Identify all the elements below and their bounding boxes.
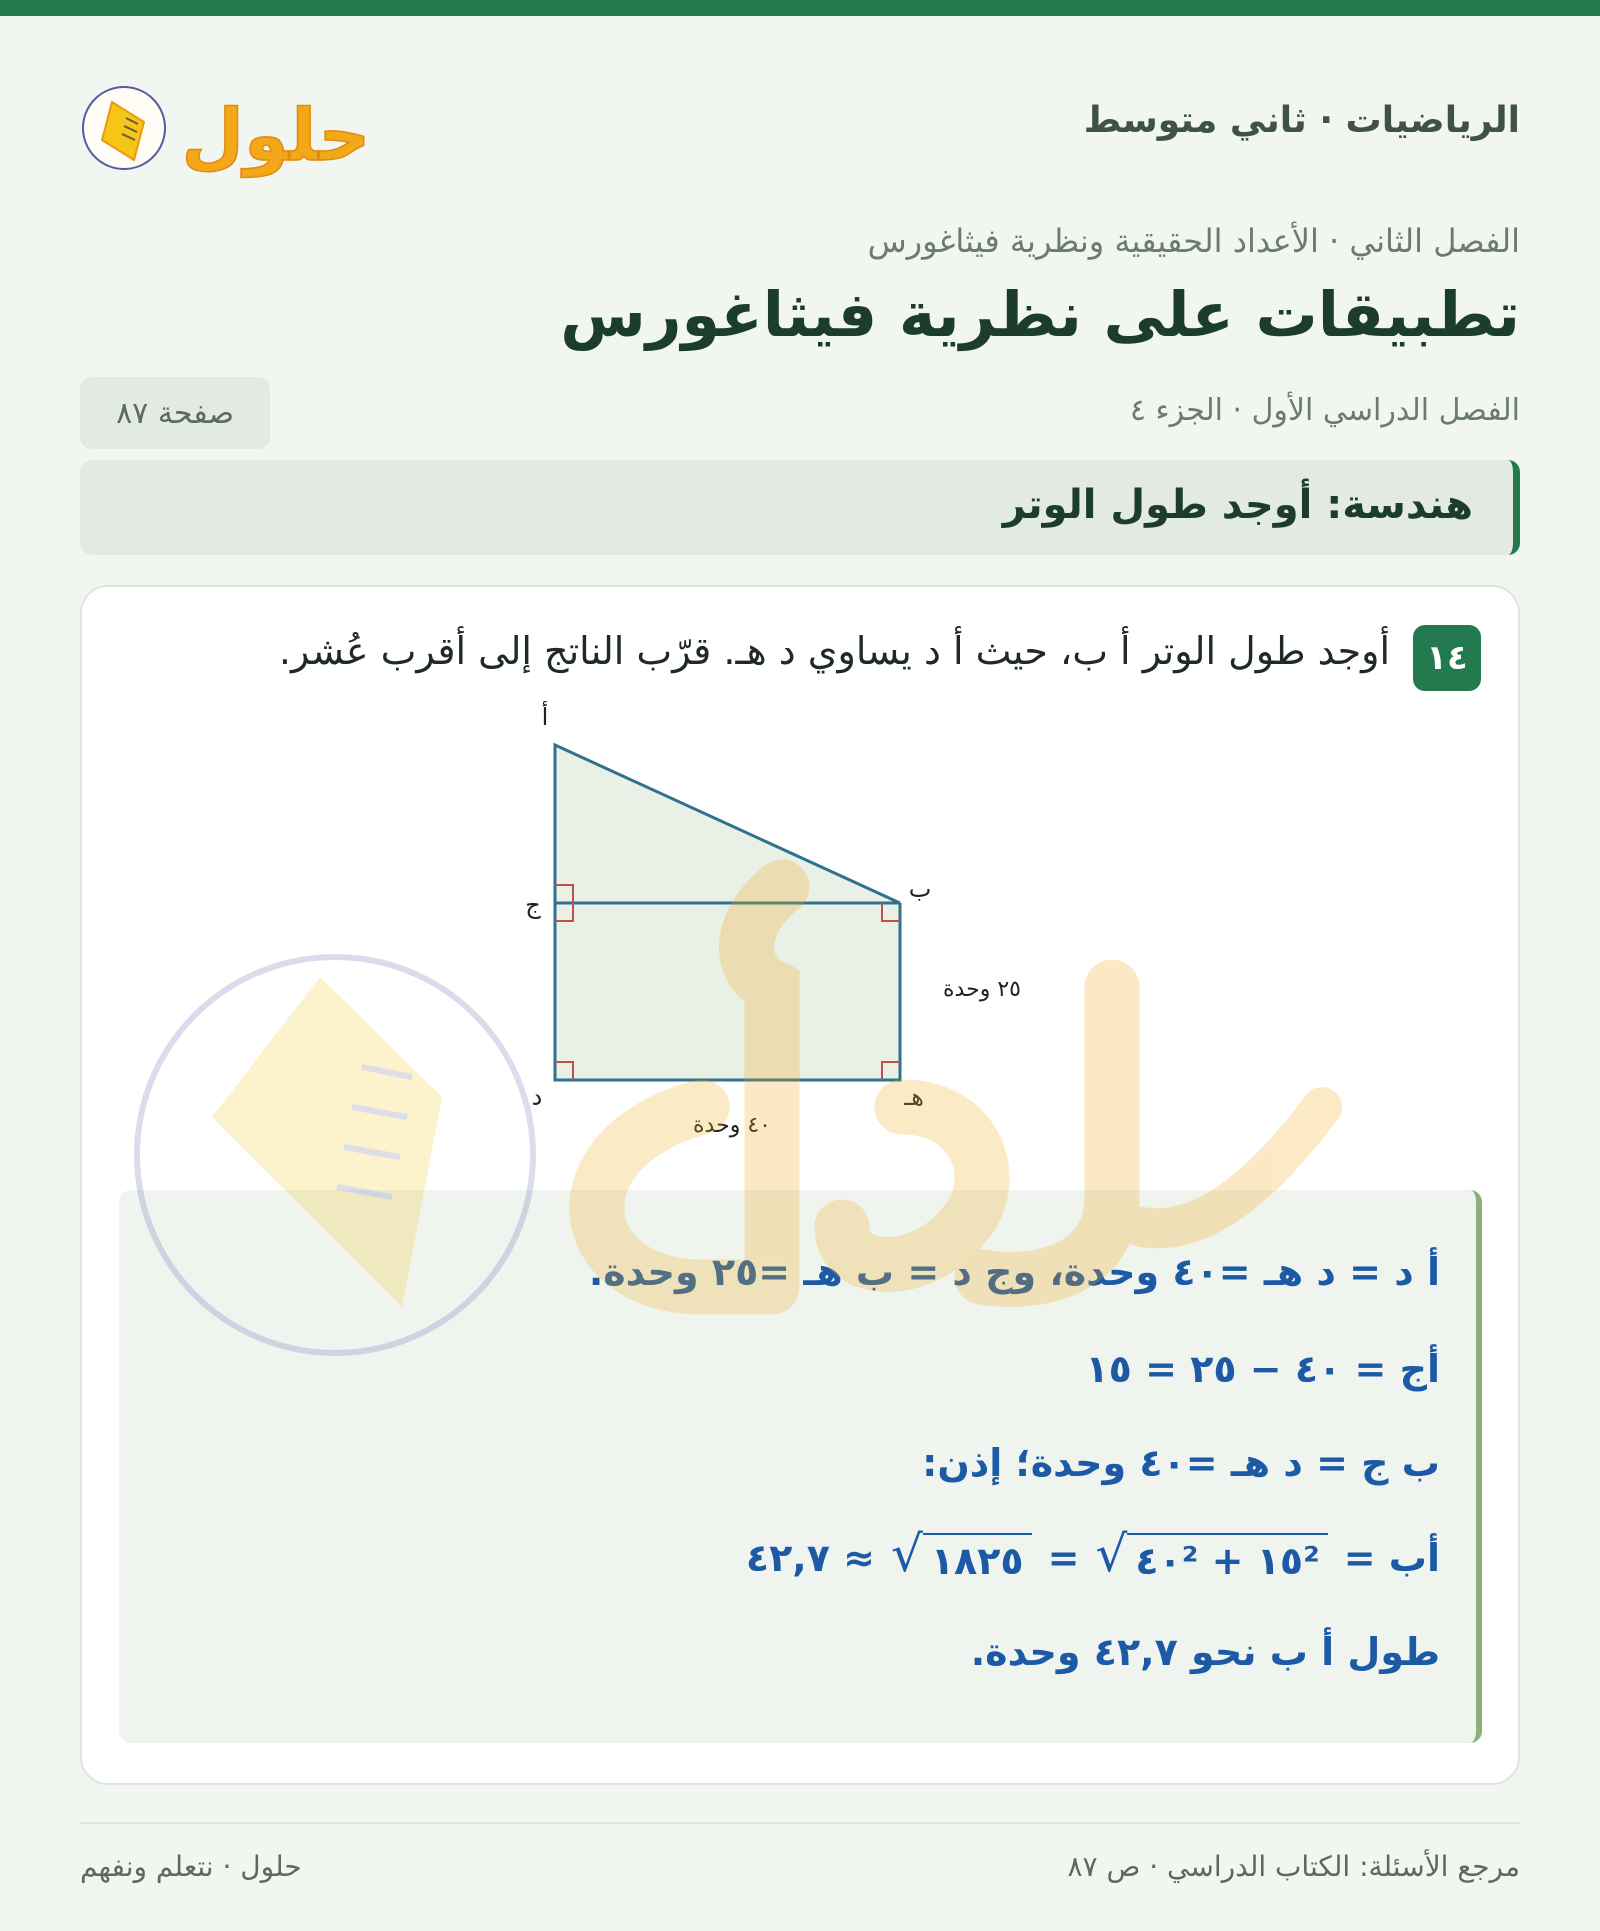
equals-sign: = bbox=[1047, 1536, 1080, 1580]
approx-result: ≈ ٤٢,٧ bbox=[745, 1536, 875, 1580]
solution-line-2: أج = ٤٠ − ٢٥ = ١٥ bbox=[1085, 1347, 1440, 1391]
radical-sign-icon: √ bbox=[890, 1525, 923, 1583]
lesson-title: تطبيقات على نظرية فيثاغورس bbox=[560, 278, 1520, 351]
hulul-logo bbox=[80, 60, 380, 190]
question-card bbox=[80, 585, 1520, 1785]
subject-title: الرياضيات · ثاني متوسط bbox=[1083, 100, 1520, 141]
solution-line-4 bbox=[745, 1525, 1440, 1583]
label-d: د bbox=[531, 1083, 543, 1111]
section-title: هندسة: أوجد طول الوتر bbox=[1002, 482, 1473, 528]
solution-box bbox=[119, 1190, 1482, 1743]
label-b: ب bbox=[908, 875, 932, 903]
square-root-2 bbox=[890, 1525, 1032, 1583]
label-side-right: ٢٥ وحدة bbox=[943, 977, 1021, 1002]
footer-divider bbox=[80, 1822, 1520, 1824]
equation-lhs: أب = bbox=[1343, 1536, 1440, 1580]
question-text: أوجد طول الوتر أ ب، حيث أ د يساوي د هـ. قرّب الناتج إلى أقرب عُشر. bbox=[278, 629, 1390, 673]
trapezoid-fill bbox=[555, 745, 900, 1080]
solution-line-3: ب ج = د هـ =٤٠ وحدة؛ إذن: bbox=[922, 1441, 1440, 1485]
radical-sign-icon: √ bbox=[1095, 1525, 1128, 1583]
radicand-1: ١٥² + ٤٠² bbox=[1127, 1533, 1327, 1583]
chapter-line: الفصل الثاني · الأعداد الحقيقية ونظرية فيثاغورس bbox=[867, 222, 1520, 260]
label-h: هـ bbox=[904, 1083, 924, 1111]
square-root-1 bbox=[1095, 1525, 1327, 1583]
label-j: ج bbox=[525, 891, 541, 919]
radicand-2: ١٨٢٥ bbox=[923, 1533, 1032, 1583]
footer-reference: مرجع الأسئلة: الكتاب الدراسي · ص ٨٧ bbox=[1067, 1850, 1520, 1883]
solution-line-5: طول أ ب نحو ٤٢,٧ وحدة. bbox=[970, 1630, 1440, 1674]
logo-text: حلول bbox=[181, 93, 371, 177]
question-number-badge: ١٤ bbox=[1413, 625, 1481, 691]
label-side-bottom: ٤٠ وحدة bbox=[693, 1113, 771, 1138]
page-header bbox=[80, 60, 1520, 190]
label-a: أ bbox=[541, 703, 549, 731]
semester-line: الفصل الدراسي الأول · الجزء ٤ bbox=[1129, 393, 1520, 428]
section-header bbox=[80, 460, 1520, 555]
solution-line-1: أ د = د هـ =٤٠ وحدة، وج د = ب هـ =٢٥ وحدة. bbox=[588, 1250, 1440, 1294]
page-badge: صفحة ٨٧ bbox=[80, 377, 270, 449]
top-accent-bar bbox=[0, 0, 1600, 16]
footer-brand: حلول · نتعلم ونفهم bbox=[80, 1850, 302, 1883]
